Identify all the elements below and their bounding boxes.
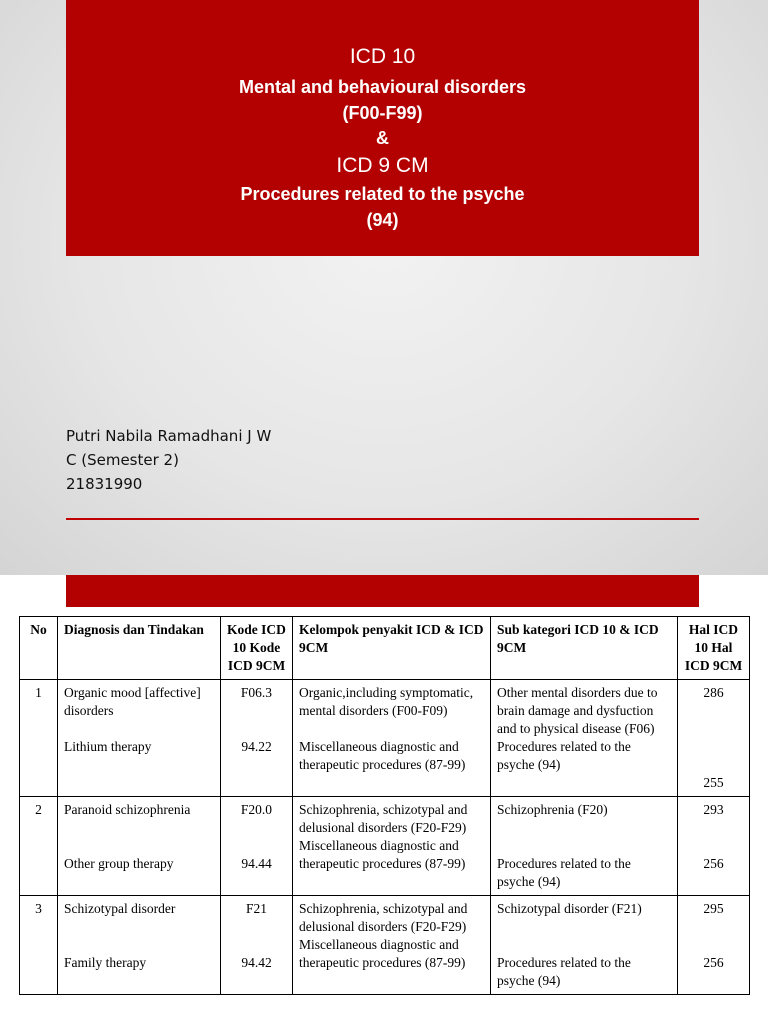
row-kode: [221, 680, 293, 797]
kelompok-icd10: Schizophrenia, schizotypal and delusional disorders (F20-F29): [299, 901, 468, 934]
kelompok-icd9: Miscellaneous diagnostic and therapeutic procedures (87-99): [299, 937, 466, 970]
kode-icd9: 94.44: [241, 856, 272, 871]
table-slide: [0, 575, 768, 1024]
table-row: [20, 896, 750, 995]
header-hal: Hal ICD 10 Hal ICD 9CM: [678, 617, 750, 680]
row-no: 1: [20, 680, 58, 797]
header-kelompok: Kelompok penyakit ICD & ICD 9CM: [293, 617, 491, 680]
hal-icd10: 295: [703, 901, 724, 916]
diagnosis-primary: Organic mood [affective] disorders: [64, 685, 201, 718]
row-sub-kategori: [491, 896, 678, 995]
diagnosis-primary: Schizotypal disorder: [64, 901, 176, 916]
row-kelompok: [293, 896, 491, 995]
title-icd10: ICD 10: [349, 45, 416, 68]
row-diagnosis: [58, 797, 221, 896]
subtitle-procedures: Procedures related to the psyche: [240, 184, 525, 204]
diagnosis-procedure: Lithium therapy: [64, 739, 152, 754]
header-bar: [66, 575, 699, 607]
kelompok-icd10: Organic,including symptomatic, mental disorders (F00-F09): [299, 685, 474, 718]
diagnosis-primary: Paranoid schizophrenia: [64, 802, 191, 817]
header-kode: Kode ICD 10 Kode ICD 9CM: [221, 617, 293, 680]
row-kode: [221, 896, 293, 995]
author-id: 21831990: [66, 475, 143, 493]
row-diagnosis: [58, 680, 221, 797]
hal-icd9: 256: [703, 955, 724, 970]
table-row: [20, 680, 750, 797]
hal-icd10: 286: [703, 685, 724, 700]
sub-icd10: Schizophrenia (F20): [497, 802, 608, 817]
divider-rule: [66, 518, 699, 520]
sub-icd9: Procedures related to the psyche (94): [497, 955, 631, 988]
diagnosis-procedure: Other group therapy: [64, 856, 174, 871]
hal-icd9: 256: [703, 856, 724, 871]
hal-icd9: 255: [703, 775, 724, 790]
kode-icd10: F21: [245, 901, 267, 916]
sub-icd9: Procedures related to the psyche (94): [497, 739, 631, 772]
kode-icd10: F06.3: [240, 685, 273, 700]
row-sub-kategori: [491, 680, 678, 797]
kode-icd9: 94.42: [241, 955, 272, 970]
title-icd9: ICD 9 CM: [336, 154, 429, 177]
diagnosis-procedure: Family therapy: [64, 955, 147, 970]
author-block: [66, 424, 271, 496]
table-header-row: [20, 617, 750, 680]
sub-icd10: Other mental disorders due to brain damage and dysfuction and to physical disease (F06): [497, 685, 658, 736]
icd-table: [19, 616, 750, 995]
subtitle-mental-disorders: Mental and behavioural disorders: [238, 77, 527, 97]
row-hal: [678, 680, 750, 797]
header-sub-kategori: Sub kategori ICD 10 & ICD 9CM: [491, 617, 678, 680]
subtitle-procedure-code: (94): [366, 210, 399, 230]
header-diagnosis: Diagnosis dan Tindakan: [58, 617, 221, 680]
author-name: Putri Nabila Ramadhani J W: [66, 427, 272, 445]
kelompok-icd9: Miscellaneous diagnostic and therapeutic procedures (87-99): [299, 739, 466, 772]
ampersand: &: [376, 128, 389, 148]
row-sub-kategori: [491, 797, 678, 896]
sub-icd9: Procedures related to the psyche (94): [497, 856, 631, 889]
kode-icd9: 94.22: [241, 739, 272, 754]
kode-icd10: F20.0: [240, 802, 273, 817]
row-kode: [221, 797, 293, 896]
title-banner: [66, 0, 699, 256]
author-class: C (Semester 2): [66, 451, 179, 469]
row-hal: [678, 896, 750, 995]
header-no: No: [20, 617, 58, 680]
subtitle-code-range: (F00-F99): [342, 103, 423, 123]
row-no: 2: [20, 797, 58, 896]
row-diagnosis: [58, 896, 221, 995]
row-hal: [678, 797, 750, 896]
kelompok-icd9: Miscellaneous diagnostic and therapeutic procedures (87-99): [299, 838, 466, 871]
hal-icd10: 293: [703, 802, 724, 817]
row-no: 3: [20, 896, 58, 995]
row-kelompok: [293, 680, 491, 797]
sub-icd10: Schizotypal disorder (F21): [497, 901, 642, 916]
table-row: [20, 797, 750, 896]
row-kelompok: [293, 797, 491, 896]
kelompok-icd10: Schizophrenia, schizotypal and delusional disorders (F20-F29): [299, 802, 468, 835]
